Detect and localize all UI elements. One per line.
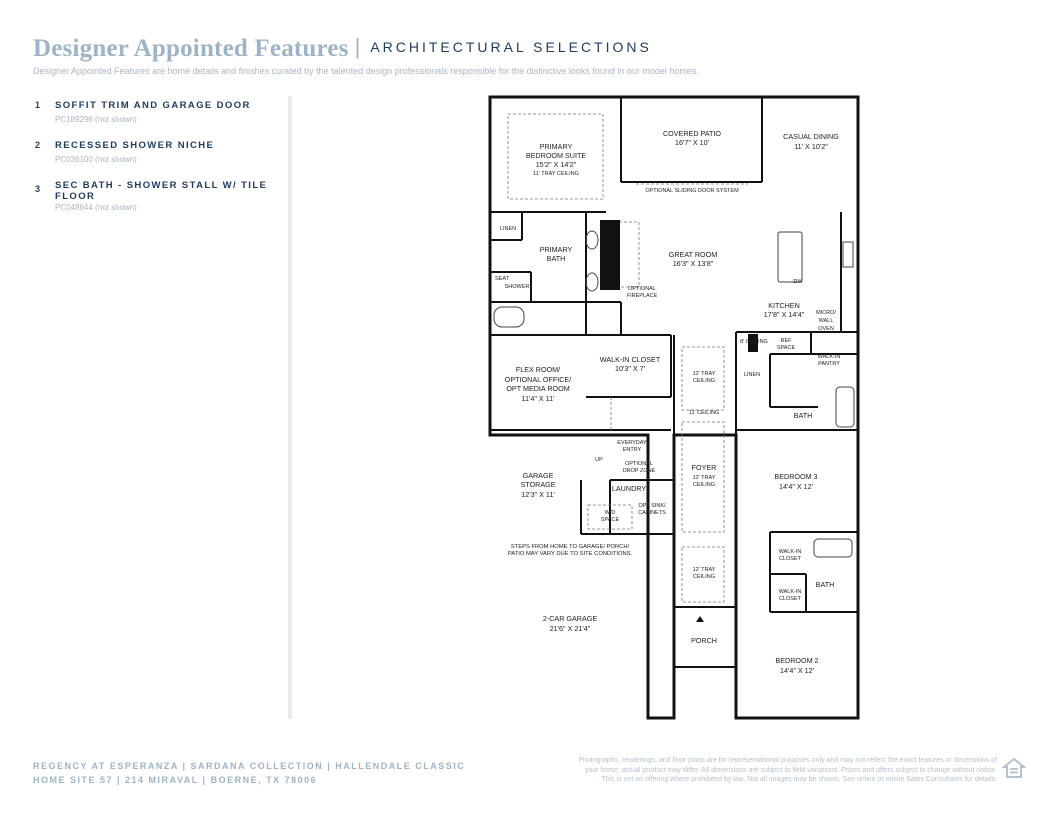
room-label: BATH [793,411,813,420]
room-note: 11' CEILING [688,410,720,416]
room-dims: 16'7" X 10' [674,138,710,147]
room-label: DW [793,279,803,285]
room-label: GARAGE [522,471,554,480]
room-label: BEDROOM SUITE [525,151,587,160]
room-note: 12' TRAY [692,567,716,573]
room-note: 12' TRAY [692,371,716,377]
plan-note: STEPS FROM HOME TO GARAGE/ PORCH/ [510,544,630,550]
selections-list [35,100,275,228]
room-label: STORAGE [520,480,556,489]
room-label: WALL [818,318,834,324]
selection-item [35,180,275,212]
selection-number: 1 [35,100,41,110]
room-label: SHOWER [504,284,530,290]
room-note: OPTIONAL SLIDING DOOR SYSTEM [645,188,739,194]
room-label: CLOSET [778,596,802,602]
room-label: WALK-IN [817,354,841,360]
fireplace-wall [600,220,620,290]
room-label: UP [595,457,603,463]
header [33,34,652,63]
room-note: 11' TRAY CEILING [533,171,579,177]
toilet-icon [586,273,598,291]
selection-item [35,100,275,124]
room-label: PANTRY [818,361,840,367]
room-label: WALK-IN CLOSET [599,355,661,364]
room-label: WALK-IN [778,549,802,555]
disclaimer [517,756,997,785]
selection-code: PC036100 (not shown) [55,155,137,164]
room-label: FLEX ROOM/ [515,365,561,374]
room-note: CEILING [692,378,716,384]
footer-address [33,759,465,787]
room-note: OPT MEDIA ROOM [506,384,570,393]
room-label: BEDROOM 3 [774,472,818,481]
room-label: ENTRY [622,447,642,453]
page-subtitle: Designer Appointed Features are home details and finishes curated by the talented design professionals responsible for the distinctive looks found in our model homes. [33,66,699,76]
footer-community: REGENCY AT ESPERANZA | SARDANA COLLECTION | HALLENDALE CLASSIC [33,761,466,771]
room-label: REF [780,338,792,344]
room-dims: 10'3" X 7' [614,364,646,373]
room-note: CABINETS [638,510,666,516]
toilet-icon [586,231,598,249]
room-label: GREAT ROOM [668,250,718,259]
divider-bar [288,96,292,719]
room-label: LAUNDRY [611,484,647,493]
selection-code: PC189296 (not shown) [55,115,137,124]
room-label: BATH [546,254,566,263]
room-note: CEILING [692,482,716,488]
room-note: 8' CEILING [740,339,768,345]
room-label: FOYER [691,463,717,472]
room-note: FIREPLACE [626,293,658,299]
kitchen-island [778,232,802,282]
room-label: COVERED PATIO [662,129,722,138]
room-label: CLOSET [778,556,802,562]
room-note: CEILING [692,574,716,580]
selection-name: SEC BATH - SHOWER STALL W/ TILE FLOOR [55,180,268,202]
room-label: SEAT [495,276,509,282]
room-label: 2-CAR GARAGE [542,614,598,623]
room-dims: 14'4" X 12' [778,482,814,491]
room-label: LINEN [499,226,517,232]
room-label: PRIMARY [539,245,573,254]
disclaimer-line: This is not an offering where prohibited by law. Not all images may be shown. See online or onsite Sales Consultants for details. [601,776,997,783]
equal-housing-icon [1002,757,1026,781]
plan-note: PATIO MAY VARY DUE TO SITE CONDITIONS. [507,551,633,557]
room-label: BATH [815,580,835,589]
tub-icon [814,539,852,557]
footer-homesite: HOME SITE 57 | 214 MIRAVAL | BOERNE, TX 78006 [33,775,318,785]
room-dims: 14'4" X 12' [779,666,815,675]
disclaimer-line: Photographs, renderings, and floor plans are for representational purposes only and may not reflect the exact features or dimensions of [578,757,997,764]
room-note: OPTIONAL [625,461,653,467]
room-label: LINEN [743,372,761,378]
title-separator: | [354,34,361,59]
room-label: SPACE [600,517,620,523]
tub-icon [836,387,854,427]
floor-plan [486,92,866,724]
room-note: OPTIONAL OFFICE/ [504,375,572,384]
selection-code: PC048644 (not shown) [55,203,137,212]
entry-arrow [696,616,704,622]
tub-icon [494,307,524,327]
section-title: ARCHITECTURAL SELECTIONS [370,39,652,55]
range-icon [843,242,853,267]
page-title: Designer Appointed Features [33,35,349,62]
room-dims: 15'2" X 14'2" [535,160,577,169]
room-note: DROP ZONE [622,468,656,474]
selection-name: SOFFIT TRIM AND GARAGE DOOR [55,100,251,111]
room-dims: 21'6" X 21'4" [549,624,591,633]
room-label: BEDROOM 2 [775,656,819,665]
selection-number: 2 [35,140,41,150]
room-label: EVERYDAY [617,440,647,446]
room-dims: 16'3" X 13'8" [672,259,714,268]
room-dims: 11' X 10'2" [794,142,828,151]
selection-item [35,140,275,164]
room-label: MICRO/ [816,310,836,316]
room-dims: 12'3" X 11' [521,490,555,499]
room-label: PORCH [691,636,717,645]
room-label: W/D [604,510,616,516]
room-label: OVEN [818,326,834,332]
room-note: 12' TRAY [692,475,716,481]
selection-name: RECESSED SHOWER NICHE [55,140,215,151]
room-note: OPT SINK/ [638,503,666,509]
room-label: SPACE [776,345,796,351]
room-label: CASUAL DINING [783,132,839,141]
room-label: WALK-IN [778,589,802,595]
room-dims: 17'8" X 14'4" [763,310,805,319]
selection-number: 3 [35,184,41,194]
disclaimer-line: your home; actual product may differ. All dimensions are subject to field variations. Prices and offers subject to change without notice. [584,766,997,774]
room-label: KITCHEN [768,301,800,310]
room-dims: 11'4" X 11' [521,394,555,403]
room-label: PRIMARY [539,142,573,151]
room-note: OPTIONAL [628,286,656,292]
